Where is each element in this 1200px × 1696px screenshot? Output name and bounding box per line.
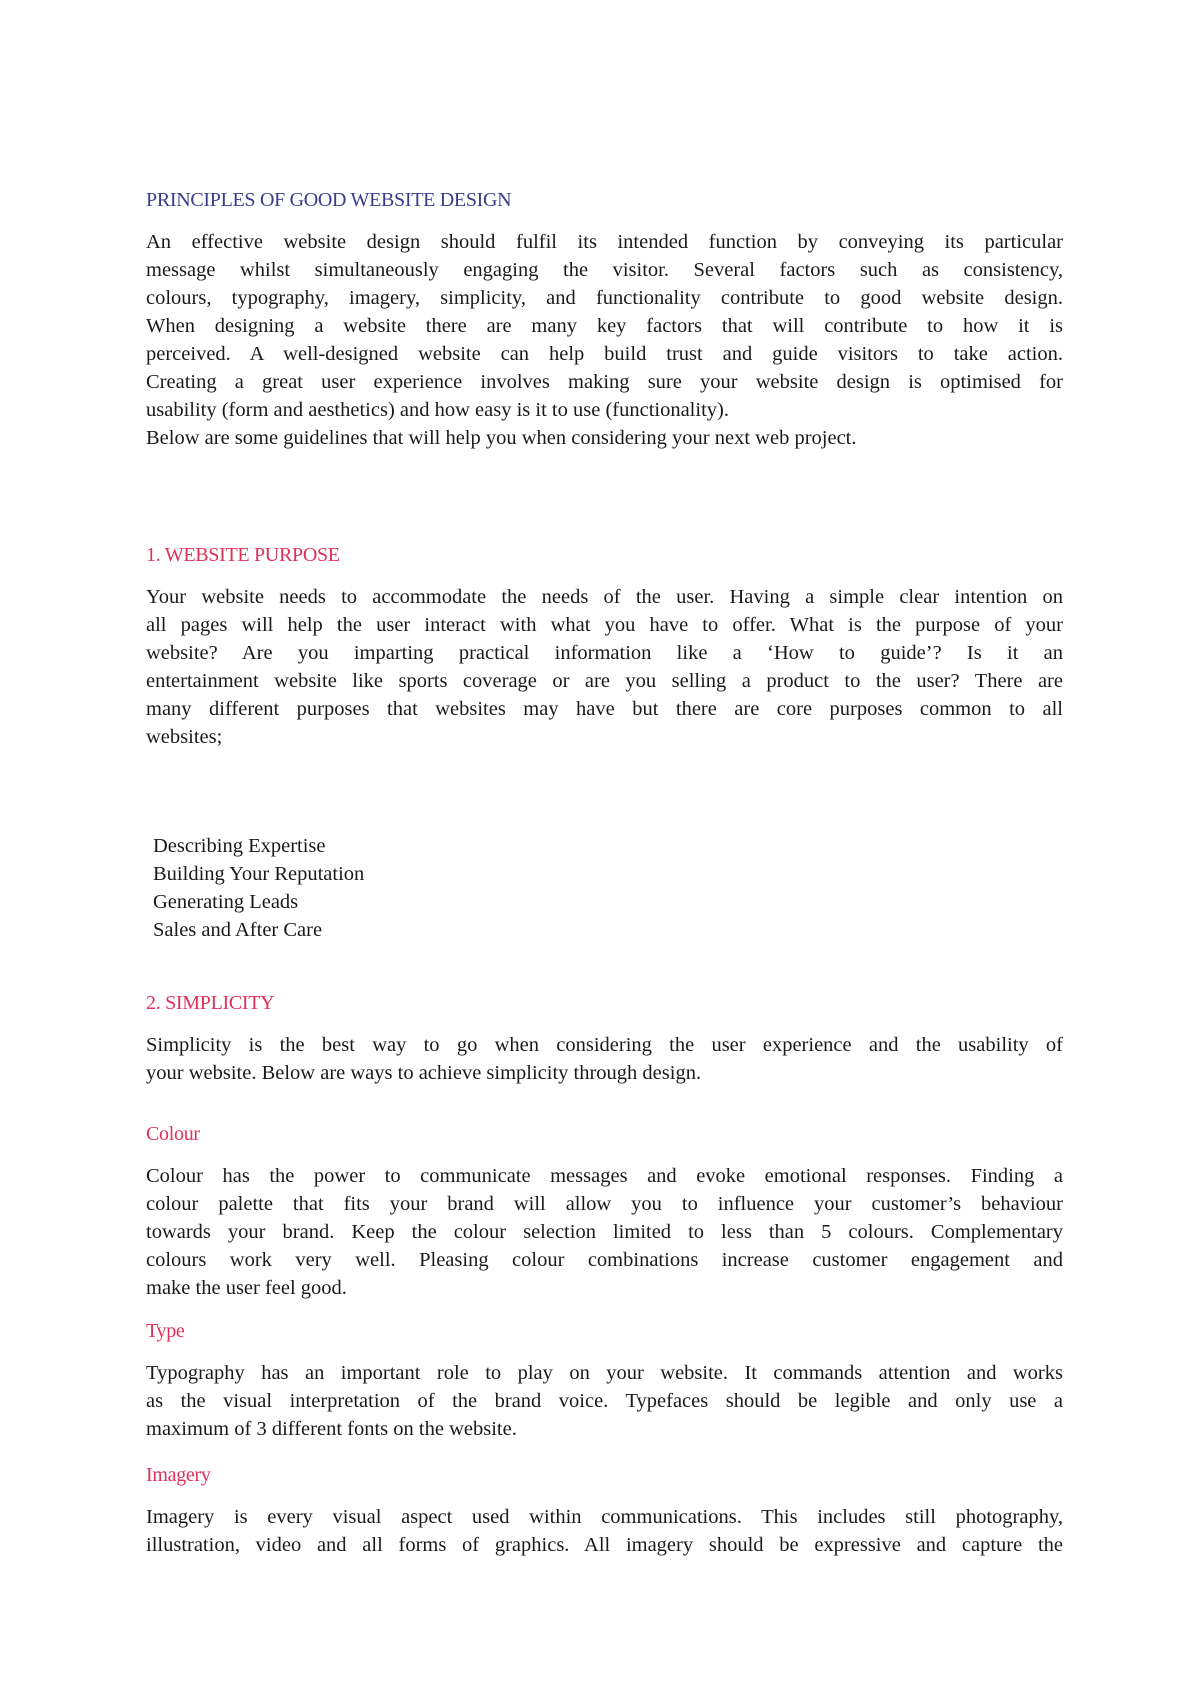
colour-paragraph <box>146 1162 1063 1302</box>
intro-line: message whilst simultaneously engaging the visitor. Several factors such as consistency, <box>146 259 1063 281</box>
website-purpose-paragraph <box>146 583 1063 751</box>
paragraph-line: all pages will help the user interact with what you have to offer. What is the purpose of your <box>146 614 1063 636</box>
paragraph-line: illustration, video and all forms of graphics. All imagery should be expressive and capture the <box>146 1534 1063 1556</box>
paragraph-line: Imagery is every visual aspect used within communications. This includes still photography, <box>146 1506 1063 1528</box>
list-item: Building Your Reputation <box>153 863 365 885</box>
paragraph-line: Your website needs to accommodate the needs of the user. Having a simple clear intention on <box>146 586 1063 608</box>
type-paragraph <box>146 1359 1063 1443</box>
intro-line: When designing a website there are many key factors that will contribute to how it is <box>146 315 1063 337</box>
intro-line: colours, typography, imagery, simplicity, and functionality contribute to good website design. <box>146 287 1063 309</box>
paragraph-line: website? Are you imparting practical information like a ‘How to guide’? Is it an <box>146 642 1063 664</box>
paragraph-line: Simplicity is the best way to go when considering the user experience and the usability of <box>146 1034 1063 1056</box>
intro-line-last: Below are some guidelines that will help you when considering your next web project. <box>146 427 857 449</box>
paragraph-line: colours work very well. Pleasing colour combinations increase customer engagement and <box>146 1249 1063 1271</box>
paragraph-line: towards your brand. Keep the colour selection limited to less than 5 colours. Complementary <box>146 1221 1063 1243</box>
imagery-paragraph <box>146 1503 1063 1559</box>
paragraph-line: your website. Below are ways to achieve simplicity through design. <box>146 1062 702 1084</box>
section-heading-website-purpose: 1. WEBSITE PURPOSE <box>146 544 340 566</box>
intro-line: Creating a great user experience involves making sure your website design is optimised for <box>146 371 1063 393</box>
list-item: Generating Leads <box>153 891 299 913</box>
subheading-type: Type <box>146 1320 185 1342</box>
intro-line: usability (form and aesthetics) and how easy is it to use (functionality). <box>146 399 729 421</box>
subheading-colour: Colour <box>146 1123 200 1145</box>
paragraph-line: many different purposes that websites may have but there are core purposes common to all <box>146 698 1063 720</box>
intro-line: An effective website design should fulfil its intended function by conveying its particular <box>146 231 1063 253</box>
paragraph-line: entertainment website like sports coverage or are you selling a product to the user? There are <box>146 670 1063 692</box>
subheading-imagery: Imagery <box>146 1464 211 1486</box>
paragraph-line: maximum of 3 different fonts on the website. <box>146 1418 517 1440</box>
paragraph-line: websites; <box>146 726 223 748</box>
paragraph-line: make the user feel good. <box>146 1277 347 1299</box>
purpose-list <box>146 832 364 944</box>
page-title: PRINCIPLES OF GOOD WEBSITE DESIGN <box>146 189 512 211</box>
intro-line: perceived. A well-designed website can help build trust and guide visitors to take action. <box>146 343 1063 365</box>
paragraph-line: Typography has an important role to play on your website. It commands attention and works <box>146 1362 1063 1384</box>
list-item: Describing Expertise <box>153 835 326 857</box>
paragraph-line: as the visual interpretation of the brand voice. Typefaces should be legible and only use a <box>146 1390 1063 1412</box>
section-heading-simplicity: 2. SIMPLICITY <box>146 992 275 1014</box>
paragraph-line: Colour has the power to communicate messages and evoke emotional responses. Finding a <box>146 1165 1063 1187</box>
list-item: Sales and After Care <box>153 919 323 941</box>
simplicity-paragraph <box>146 1031 1063 1087</box>
paragraph-line: colour palette that fits your brand will allow you to influence your customer’s behaviour <box>146 1193 1063 1215</box>
intro-paragraph <box>146 228 1063 452</box>
